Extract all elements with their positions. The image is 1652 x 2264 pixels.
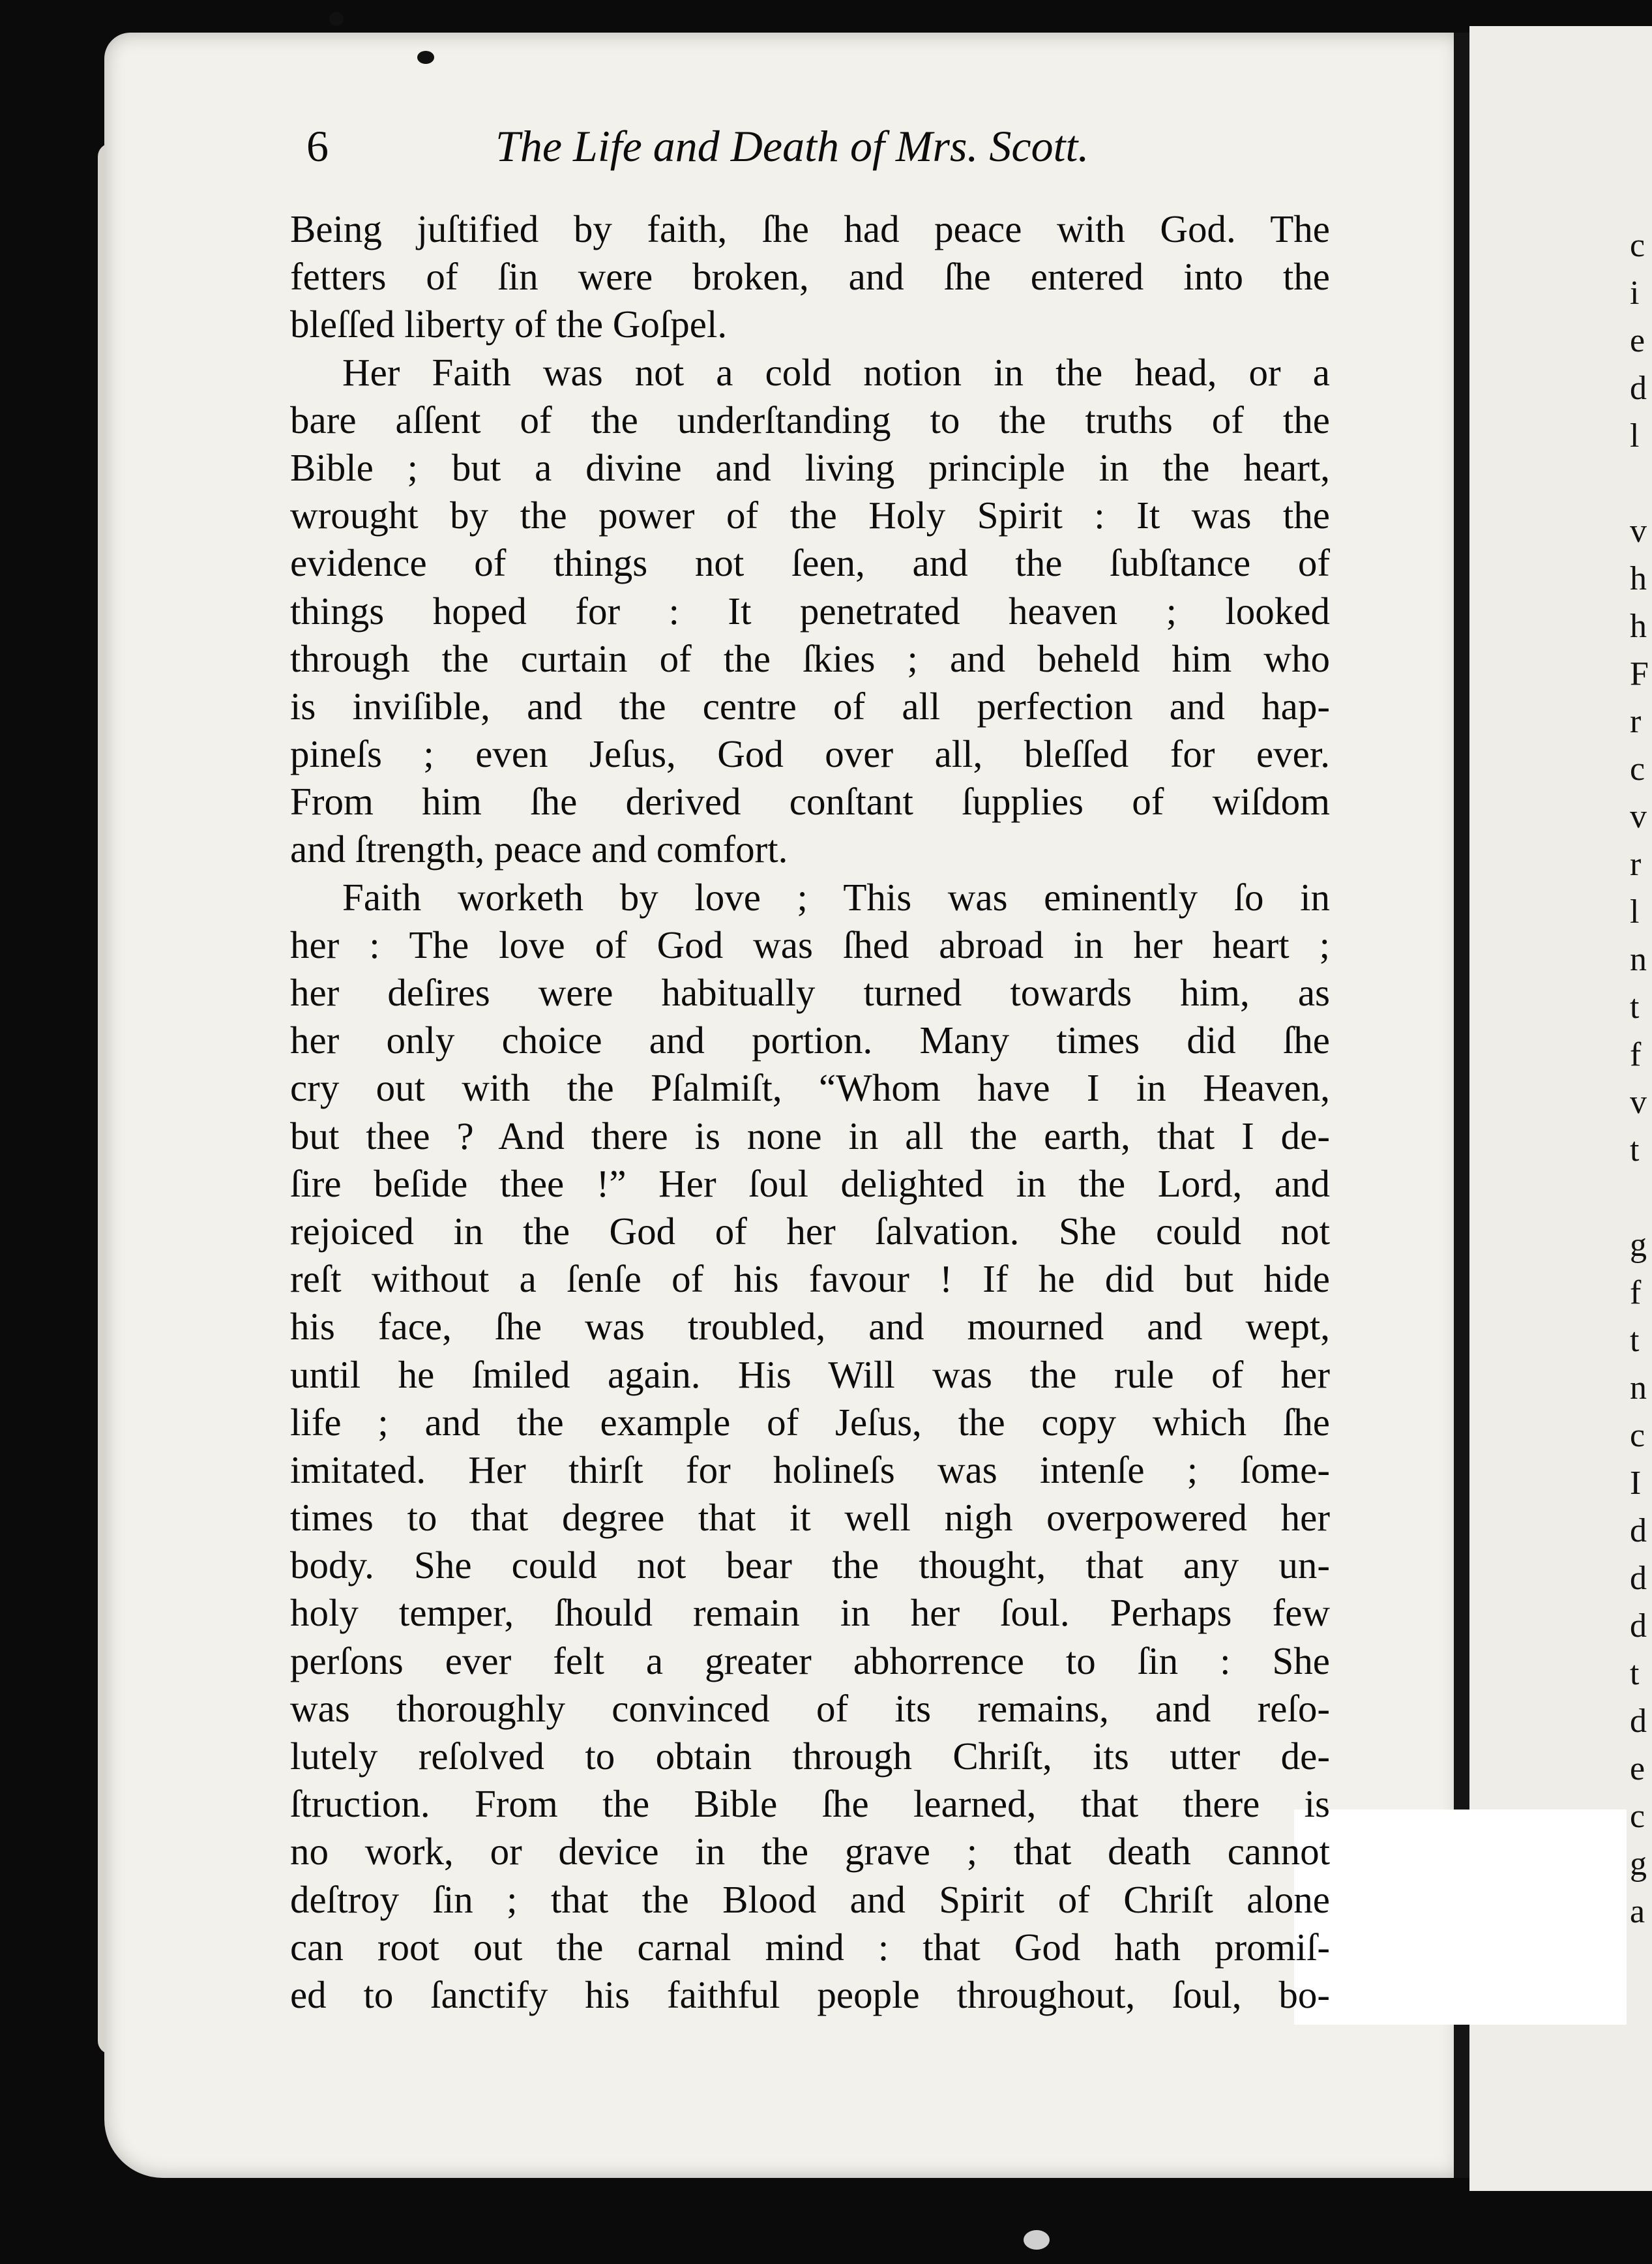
text-line: imitated. Her thirſt for holineſs was intenſe ; ſome- xyxy=(290,1448,1330,1491)
facing-page-fragment: a xyxy=(1630,1893,1645,1930)
facing-page-fragment: d xyxy=(1630,1607,1647,1645)
facing-page-fragment: t xyxy=(1630,1131,1640,1169)
text-line: fetters of ſin were broken, and ſhe entered into the xyxy=(290,255,1330,299)
paper-patch xyxy=(1294,1810,1627,2025)
text-line: his face, ſhe was troubled, and mourned and wept, xyxy=(290,1305,1330,1348)
text-line: perſons ever felt a greater abhorrence to ſin : She xyxy=(290,1639,1330,1682)
facing-page-fragment: f xyxy=(1630,1274,1642,1311)
facing-page-text xyxy=(1630,222,1649,1935)
facing-page-fragment: h xyxy=(1630,608,1647,645)
facing-page-fragment: v xyxy=(1630,798,1647,835)
text-line: bare aſſent of the underſtanding to the truths of the xyxy=(290,398,1330,441)
text-line: no work, or device in the grave ; that death cannot xyxy=(290,1830,1330,1873)
facing-page-fragment: l xyxy=(1630,417,1640,454)
facing-page-fragment: l xyxy=(1630,893,1640,931)
text-line: and ſtrength, peace and comfort. xyxy=(290,827,788,871)
text-line: body. She could not bear the thought, that any un- xyxy=(290,1543,1330,1587)
running-header xyxy=(306,121,1323,186)
text-line: deſtroy ſin ; that the Blood and Spirit of Chriſt alone xyxy=(290,1877,1330,1921)
text-line: was thoroughly convinced of its remains, and reſo- xyxy=(290,1686,1330,1730)
text-line: Her Faith was not a cold notion in the head, or a xyxy=(342,350,1330,394)
text-line: ed to ſanctify his faithful people throughout, ſoul, bo- xyxy=(290,1973,1330,2016)
text-line: wrought by the power of the Holy Spirit : It was the xyxy=(290,494,1330,537)
facing-page-fragment: r xyxy=(1630,846,1642,883)
ink-spot xyxy=(329,12,344,26)
facing-page-fragment: c xyxy=(1630,1417,1645,1454)
text-line: her : The love of God was ſhed abroad in her heart ; xyxy=(290,923,1330,966)
facing-page-fragment: n xyxy=(1630,1369,1647,1407)
text-line: until he ſmiled again. His Will was the rule of her xyxy=(290,1352,1330,1396)
page-number: 6 xyxy=(306,121,329,171)
facing-page-fragment: r xyxy=(1630,703,1642,740)
text-line: bleſſed liberty of the Goſpel. xyxy=(290,303,728,346)
facing-page-fragment: d xyxy=(1630,1512,1647,1549)
text-line: through the curtain of the ſkies ; and beheld him who xyxy=(290,636,1330,680)
facing-page-fragment: h xyxy=(1630,560,1647,597)
facing-page-fragment: e xyxy=(1630,322,1645,359)
text-line: her deſires were habitually turned towards him, as xyxy=(290,971,1330,1014)
text-line: life ; and the example of Jeſus, the copy which ſhe xyxy=(290,1400,1330,1444)
facing-page-fragment: I xyxy=(1630,1465,1642,1502)
text-line: Faith worketh by love ; This was eminently ſo in xyxy=(342,875,1330,919)
text-line: lutely reſolved to obtain through Chriſt, its utter de- xyxy=(290,1735,1330,1778)
text-line: evidence of things not ſeen, and the ſubſtance of xyxy=(290,541,1330,585)
text-line: holy temper, ſhould remain in her ſoul. Perhaps few xyxy=(290,1591,1330,1635)
text-line: rejoiced in the God of her ſalvation. She could not xyxy=(290,1209,1330,1253)
running-title: The Life and Death of Mrs. Scott. xyxy=(495,121,1089,171)
text-line: times to that degree that it well nigh overpowered her xyxy=(290,1496,1330,1540)
facing-page-fragment: c xyxy=(1630,751,1645,788)
text-line: pineſs ; even Jeſus, God over all, bleſſed for ever. xyxy=(290,732,1330,776)
facing-page-fragment: c xyxy=(1630,227,1645,264)
text-line: is inviſible, and the centre of all perfection and hap- xyxy=(290,684,1330,728)
facing-page-fragment: e xyxy=(1630,1750,1645,1787)
paper-fleck xyxy=(1024,2230,1050,2250)
facing-page-fragment: g xyxy=(1630,1845,1647,1883)
facing-page-fragment: c xyxy=(1630,1798,1645,1835)
facing-page-fragment: d xyxy=(1630,370,1647,407)
facing-page-fragment xyxy=(1630,460,1645,507)
text-line: things hoped for : It penetrated heaven ; looked xyxy=(290,589,1330,633)
facing-page-fragment: i xyxy=(1630,275,1640,312)
text-line: but thee ? And there is none in all the earth, that I de- xyxy=(290,1114,1330,1157)
text-line: her only choice and portion. Many times did ſhe xyxy=(290,1019,1330,1062)
text-line: reſt without a ſenſe of his favour ! If he did but hide xyxy=(290,1257,1330,1301)
facing-page-fragment: f xyxy=(1630,1036,1642,1073)
text-line: cry out with the Pſalmiſt, “Whom have I in Heaven, xyxy=(290,1066,1330,1110)
facing-page-fragment: F xyxy=(1630,655,1649,693)
facing-page-fragment: g xyxy=(1630,1227,1647,1264)
text-line: From him ſhe derived conſtant ſupplies of wiſdom xyxy=(290,780,1330,824)
text-line: ſire beſide thee !” Her ſoul delighted in the Lord, and xyxy=(290,1161,1330,1205)
text-line: can root out the carnal mind : that God hath promiſ- xyxy=(290,1925,1330,1969)
facing-page-fragment: d xyxy=(1630,1703,1647,1740)
facing-page-fragment: v xyxy=(1630,1084,1647,1121)
body-text xyxy=(290,205,1330,2019)
facing-page-fragment: n xyxy=(1630,941,1647,978)
facing-page-fragment: t xyxy=(1630,1322,1640,1359)
facing-page-fragment: t xyxy=(1630,1655,1640,1692)
text-line: ſtruction. From the Bible ſhe learned, that there is xyxy=(290,1782,1330,1826)
facing-page-fragment xyxy=(1630,1174,1645,1221)
facing-page-fragment: d xyxy=(1630,1560,1647,1597)
facing-page-fragment: t xyxy=(1630,989,1640,1026)
text-line: Bible ; but a divine and living principle in the heart, xyxy=(290,445,1330,489)
facing-page-fragment: v xyxy=(1630,513,1647,550)
ink-spot xyxy=(417,51,434,64)
text-line: Being juſtified by faith, ſhe had peace with God. The xyxy=(290,207,1330,250)
